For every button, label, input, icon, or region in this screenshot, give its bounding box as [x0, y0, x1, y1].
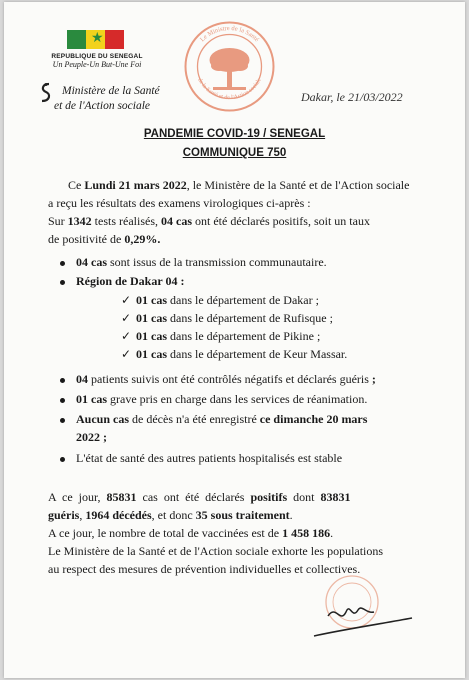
stamp-text-top: Le Ministre de la Santé: [198, 24, 261, 44]
summary-line-1: A ce jour, 85831 cas ont été déclarés positifs dont 83831: [48, 490, 351, 504]
dakar-case-row: 01 cas dans le département de Pikine ;: [136, 329, 321, 343]
ministry-name-line1: Ministère de la Santé: [62, 85, 160, 97]
dakar-region-item: Région de Dakar 04 :: [76, 274, 185, 288]
document-title: PANDEMIE COVID-19 / SENEGAL: [143, 128, 326, 140]
severe-cases-item: 01 cas grave pris en charge dans les services de réanimation.: [76, 392, 368, 406]
national-motto: Un Peuple-Un But-Une Foi: [52, 60, 142, 69]
document-page: [4, 2, 465, 678]
exhortation-line-2: au respect des mesures de prévention individuelles et collectives.: [48, 562, 361, 576]
check-icon: ✓: [121, 311, 132, 325]
exhortation-line-1: Le Ministère de la Santé et de l'Action sociale exhorte les populations: [48, 544, 384, 558]
intro-line-4: de positivité de 0,29%.: [48, 232, 161, 246]
dakar-case-row: 01 cas dans le département de Dakar ;: [136, 293, 319, 307]
senegal-flag-icon: ★: [67, 30, 124, 49]
deaths-item: Aucun cas de décès n'a été enregistré ce dimanche 20 mars: [76, 412, 368, 426]
intro-line-3: Sur 1342 tests réalisés, 04 cas ont été déclarés positifs, soit un taux: [48, 214, 370, 228]
summary-line-2: guéris, 1964 décédés, et donc 35 sous traitement.: [48, 508, 293, 522]
community-cases-item: 04 cas sont issus de la transmission communautaire.: [76, 255, 327, 269]
bullet-icon: [60, 261, 65, 266]
deaths-item-date: 2022 ;: [76, 430, 107, 444]
dakar-case-row: 01 cas dans le département de Keur Massar.: [136, 347, 348, 361]
hospitalized-status-item: L'état de santé des autres patients hospitalisés est stable: [76, 451, 343, 465]
dakar-case-row: 01 cas dans le département de Rufisque ;: [136, 311, 333, 325]
communique-number: COMMUNIQUE 750: [182, 147, 287, 159]
document-date: Dakar, le 21/03/2022: [301, 90, 403, 104]
ministry-logo-icon: [39, 82, 53, 104]
stamp-text-bottom: de la Santé et de l'Action sociale: [196, 77, 263, 102]
bullet-icon: [60, 418, 65, 423]
official-stamp-icon: [183, 20, 276, 113]
signature-stamp-icon: [300, 574, 420, 646]
bullet-icon: [60, 457, 65, 462]
check-icon: ✓: [121, 347, 132, 361]
bullet-icon: [60, 280, 65, 285]
bullet-icon: [60, 378, 65, 383]
republic-name: REPUBLIQUE DU SENEGAL: [51, 53, 143, 60]
recovered-item: 04 patients suivis ont été contrôlés négatifs et déclarés guéris ;: [76, 372, 376, 386]
bullet-icon: [60, 398, 65, 403]
intro-line-2: a reçu les résultats des examens virologiques ci-après :: [48, 196, 311, 210]
check-icon: ✓: [121, 329, 132, 343]
vaccination-line: A ce jour, le nombre de total de vaccinées est de 1 458 186.: [48, 526, 334, 540]
intro-line-1: Ce Lundi 21 mars 2022, le Ministère de la Santé et de l'Action sociale: [68, 178, 410, 192]
check-icon: ✓: [121, 293, 132, 307]
ministry-name-line2: et de l'Action sociale: [54, 100, 151, 112]
